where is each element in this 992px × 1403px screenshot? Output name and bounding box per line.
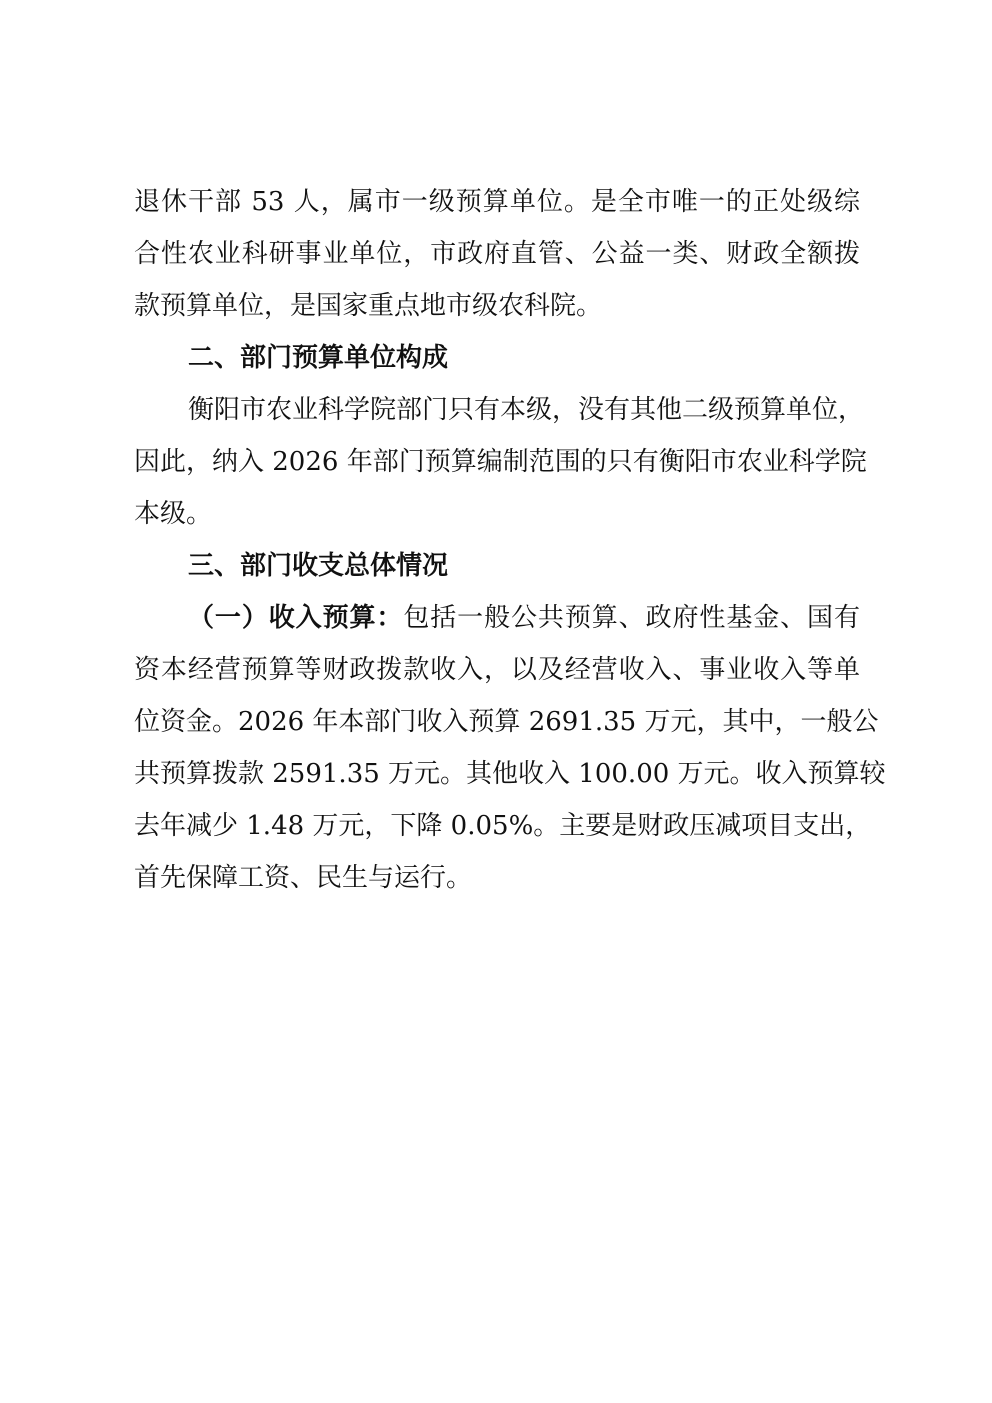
paragraph-line: 因此，纳入 2026 年部门预算编制范围的只有衡阳市农业科学院 (134, 447, 867, 477)
subsection-label: （一）收入预算： (188, 603, 404, 633)
paragraph-text: 包括一般公共预算、政府性基金、国有 (403, 603, 860, 633)
paragraph-line: 位资金。2026 年本部门收入预算 2691.35 万元，其中，一般公 (134, 707, 879, 737)
paragraph-line: 衡阳市农业科学院部门只有本级，没有其他二级预算单位， (188, 395, 865, 425)
paragraph-line: 首先保障工资、民生与运行。 (134, 863, 473, 893)
paragraph-line: 合性农业科研事业单位，市政府直管、公益一类、财政全额拨 (134, 239, 860, 269)
paragraph-line: 共预算拨款 2591.35 万元。其他收入 100.00 万元。收入预算较 (134, 759, 886, 789)
paragraph-line: 去年减少 1.48 万元，下降 0.05%。主要是财政压减项目支出， (134, 811, 872, 841)
paragraph-line: 退休干部 53 人，属市一级预算单位。是全市唯一的正处级综 (134, 187, 860, 217)
paragraph-line: 本级。 (134, 499, 213, 529)
paragraph-line: 资本经营预算等财政拨款收入，以及经营收入、事业收入等单 (134, 655, 860, 685)
section-heading: 二、部门预算单位构成 (188, 343, 449, 373)
paragraph-line: 款预算单位，是国家重点地市级农科院。 (134, 291, 603, 321)
section-heading: 三、部门收支总体情况 (188, 551, 449, 581)
paragraph-line-first (188, 598, 860, 638)
